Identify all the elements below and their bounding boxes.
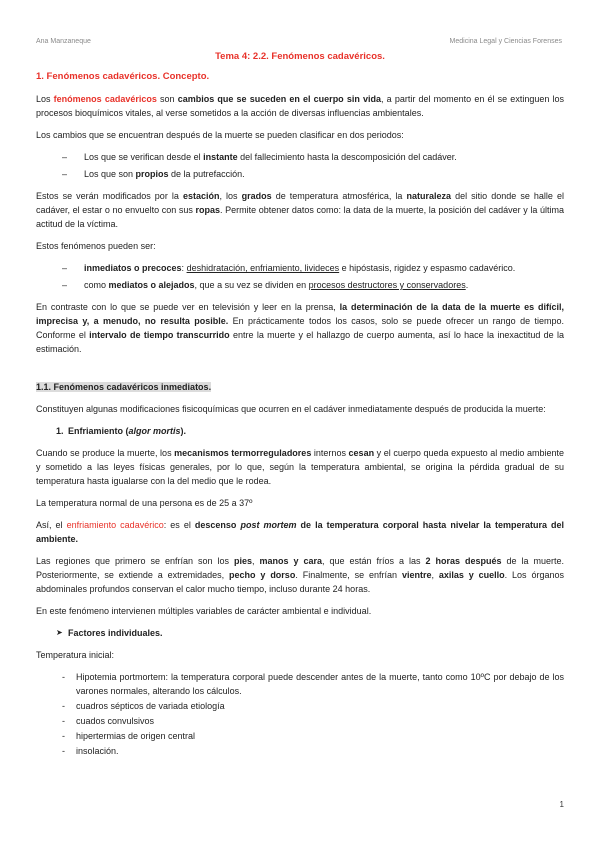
header-course: Medicina Legal y Ciencias Forenses [449, 38, 562, 45]
bold-text: cesan [348, 448, 375, 458]
page-title: Tema 4: 2.2. Fenómenos cadavéricos. [215, 51, 385, 62]
text-run: son [156, 94, 178, 104]
periods-list [36, 150, 564, 181]
text-run: , [431, 570, 439, 580]
list-item: - hipertermias de origen central [36, 729, 564, 743]
bold-text: de la temperatura corporal hasta nivelar la temperatura del ambiente. [36, 520, 565, 544]
bold-text: naturaleza [406, 191, 452, 201]
page-number: 1 [559, 800, 564, 809]
temperature-list [36, 670, 564, 758]
arrow-bullet-icon: ➤ [56, 628, 63, 637]
text-run: Cuando se produce la muerte, los [36, 448, 175, 458]
text-run: del fallecimiento hasta la descomposición del cadáver. [237, 152, 457, 162]
text-run: como [84, 280, 109, 290]
text-run: : es el [163, 520, 195, 530]
list-item: - cuadros sépticos de variada etiología [36, 699, 564, 713]
underlined-text: procesos destructores y conservadores [308, 280, 466, 290]
bold-text: Enfriamiento ( [68, 426, 129, 436]
text-run: Así, el [36, 520, 67, 530]
bold-text: mediatos o alejados [108, 280, 195, 290]
bold-text: estación [182, 191, 220, 201]
list-item [36, 167, 564, 181]
text-run: , a partir del momento en él se extinguen los procesos bioquímicos vitales, al verse sometidos a la acción de diversas influencias ambientales. [36, 94, 565, 118]
highlight-term: fenómenos cadavéricos [53, 94, 157, 104]
text-run: internos [311, 448, 349, 458]
paragraph-modificadores [36, 189, 564, 231]
bold-text: manos y cara [259, 556, 323, 566]
bold-text: instante [203, 152, 238, 162]
text-run: Los [36, 94, 54, 104]
item-number: 1. [56, 426, 64, 436]
highlighted-heading: 1.1. Fenómenos cadavéricos inmediatos. [36, 382, 212, 392]
text-run: . [465, 280, 469, 290]
underlined-text: deshidratación, enfriamiento, livideces [186, 263, 340, 273]
paragraph-definicion [36, 92, 564, 120]
bold-text: intervalo de tiempo transcurrido [89, 330, 230, 340]
text-run: de temperatura atmosférica, la [271, 191, 407, 201]
list-item [36, 150, 564, 164]
text-run: entre la muerte y el hallazgo de cuerpo aumenta, así lo hace la inexactitud de la estimación. [36, 330, 564, 354]
bold-text: axilas y cuello [438, 570, 505, 580]
text-run: , [252, 556, 260, 566]
bold-text: vientre [401, 570, 432, 580]
paragraph-definicion-enfriamiento [36, 518, 564, 546]
text-run: , los [219, 191, 242, 201]
text-run: En contraste con lo que se puede ver en televisión y leer en la prensa, [36, 302, 340, 312]
bold-text: descenso [194, 520, 241, 530]
bold-text: propios [135, 169, 169, 179]
text-run: , que a su vez se dividen en [194, 280, 309, 290]
header-author: Ana Manzaneque [36, 38, 91, 45]
section-heading-concepto: 1. Fenómenos cadavéricos. Concepto. [36, 71, 210, 82]
types-list [36, 261, 564, 292]
section-inmediatos [36, 380, 564, 758]
text-run: de la putrefacción. [168, 169, 245, 179]
text-run: y el cuerpo queda expuesto al medio ambiente y sometido a las leyes físicas generales, por lo que, según la temperatura ambiental, se origina la pérdida gradual de su temperatura hasta igualarse con la del medio que le rodea. [36, 448, 564, 486]
list-item: - Hipotemia portmortem: la temperatura corporal puede descender antes de la muerte, tanto como 10ºC por debajo de los varones normales, alterando los cálculos. [36, 670, 564, 698]
paragraph-inmediatos-intro: Constituyen algunas modificaciones fisicoquímicas que ocurren en el cadáver inmediatamente después de producida la muerte: [36, 404, 546, 414]
text-run: Los que se verifican desde el [84, 152, 204, 162]
subheading-factores [36, 626, 564, 640]
text-run: . Permite obtener datos como: la data de la muerte, la posición del cadáver y la última actitud de la víctima. [36, 205, 564, 229]
bold-text: grados [241, 191, 272, 201]
bold-text: pecho y dorso [229, 570, 296, 580]
text-run: del sitio donde se halle el cadáver, el estar o no envuelto con sus [36, 191, 564, 215]
italic-term: algor mortis [128, 426, 181, 436]
paragraph-termorregulacion [36, 446, 564, 488]
bold-text: ropas [195, 205, 221, 215]
paragraph-data-muerte [36, 300, 564, 356]
document-body [36, 70, 564, 766]
paragraph-tipos-intro: Estos fenómenos pueden ser: [36, 241, 156, 251]
section-heading-inmediatos [36, 380, 564, 394]
text-run: . Finalmente, se enfrían [295, 570, 402, 580]
list-item: - insolación. [36, 744, 564, 758]
subheading-label: Factores individuales. [68, 628, 163, 638]
highlight-term: enfriamiento cadavérico [66, 520, 164, 530]
bold-text: ). [180, 426, 187, 436]
text-run: Las regiones que primero se enfrían son los [36, 556, 234, 566]
text-run: de la muerte. Posteriormente, se extiende a extremidades, [36, 556, 565, 580]
bold-text: pies [234, 556, 253, 566]
bold-text: cambios que se suceden en el cuerpo sin vida [177, 94, 382, 104]
text-run: : [181, 263, 187, 273]
bold-text: mecanismos termorreguladores [174, 448, 312, 458]
bold-text: la determinación de la data de la muerte es difícil, imprecisa y, a menudo, no resulta posible. [36, 302, 564, 326]
paragraph-regiones [36, 554, 564, 596]
list-item [36, 278, 564, 292]
text-run: e hipóstasis, rigidez y espasmo cadavérico. [339, 263, 516, 273]
numbered-item-enfriamiento [36, 424, 564, 438]
paragraph-temperatura-inicial: Temperatura inicial: [36, 650, 115, 660]
italic-term: post mortem [240, 520, 297, 530]
text-run: Los que son [84, 169, 136, 179]
bold-text: inmediatos o precoces [84, 263, 182, 273]
paragraph-periodos-intro: Los cambios que se encuentran después de la muerte se pueden clasificar en dos periodos: [36, 130, 404, 140]
paragraph-temperatura-normal: La temperatura normal de una persona es de 25 a 37º [36, 498, 253, 508]
list-item: - cuados convulsivos [36, 714, 564, 728]
text-run: En prácticamente todos los casos, solo se puede ofrecer un rango de tiempo. Conforme el [36, 316, 564, 340]
text-run: Estos se verán modificados por la [36, 191, 183, 201]
paragraph-variables: En este fenómeno intervienen múltiples variables de carácter ambiental e individual. [36, 606, 372, 616]
text-run: , que están fríos a las [322, 556, 426, 566]
text-run: . Los órganos abdominales profundos conservan el calor mucho tiempo, incluso durante 24 horas. [36, 570, 564, 594]
list-item [36, 261, 564, 275]
bold-text: 2 horas después [425, 556, 502, 566]
